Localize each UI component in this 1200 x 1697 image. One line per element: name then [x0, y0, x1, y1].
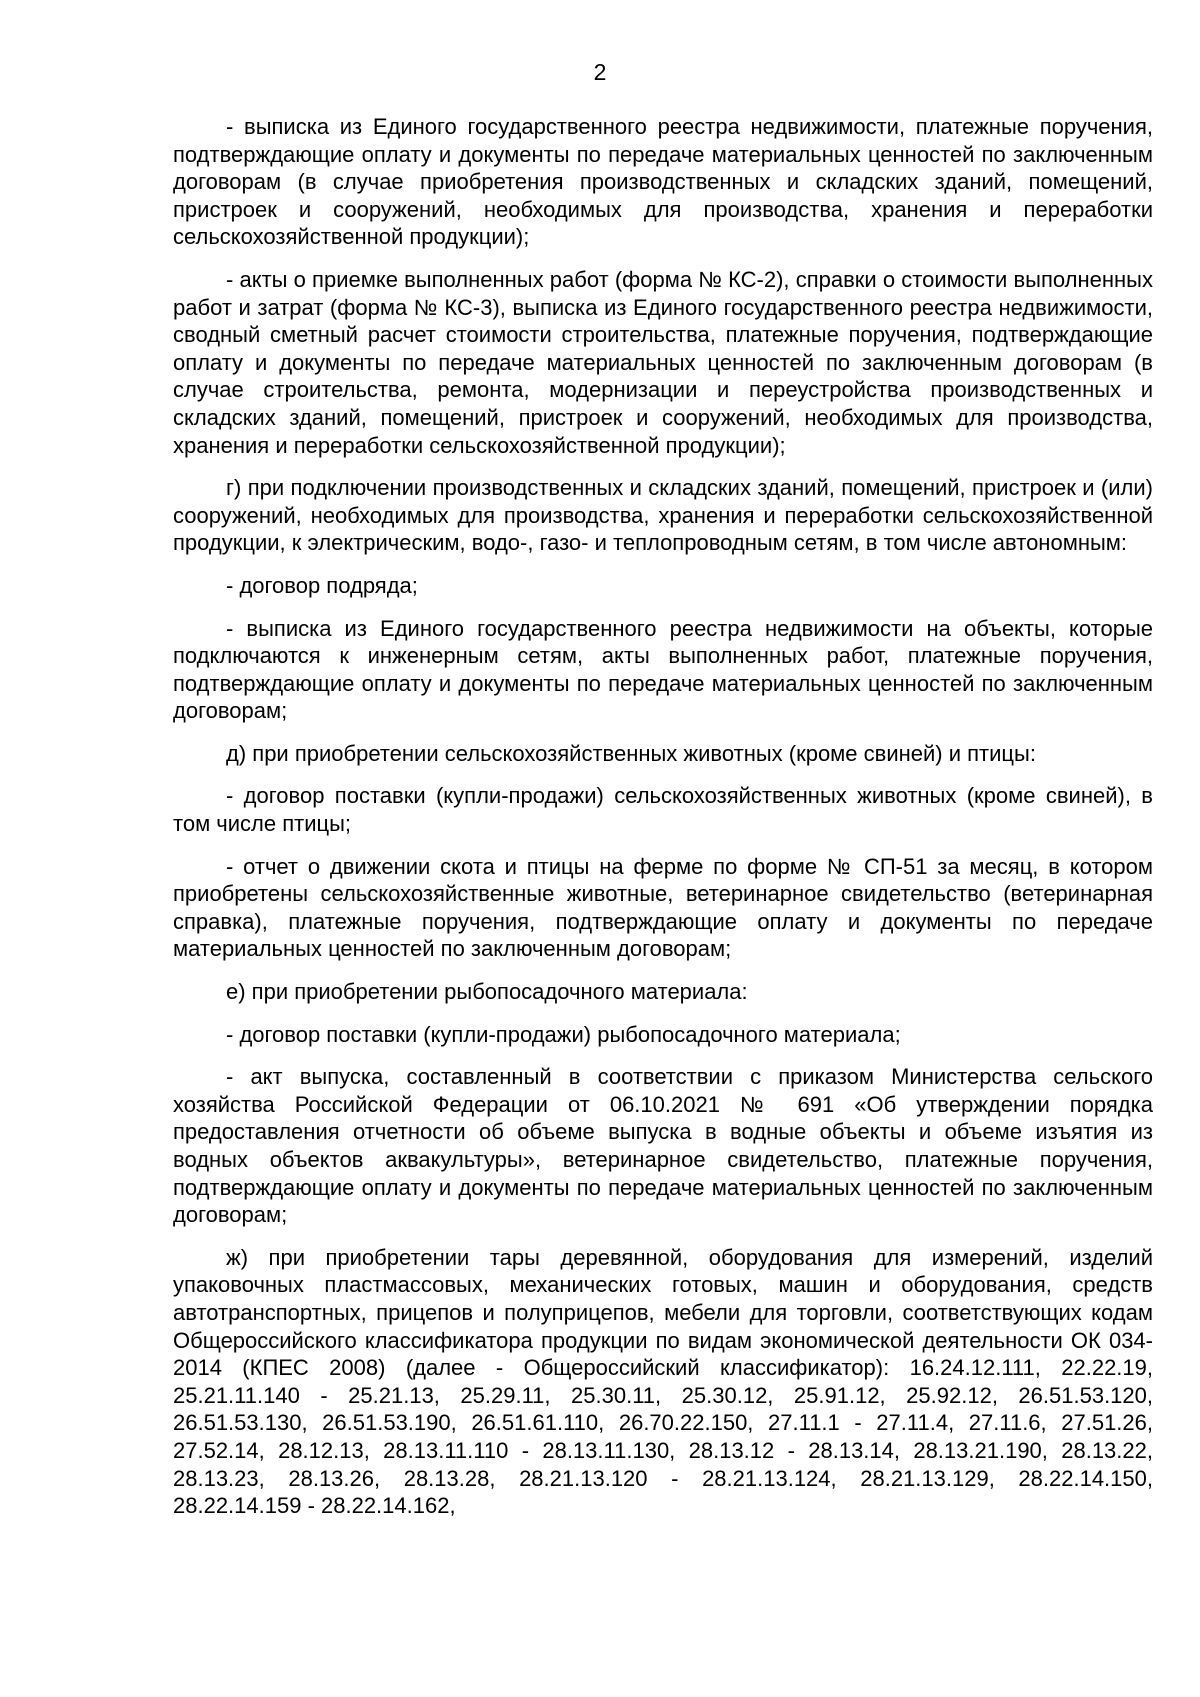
- paragraph-9: е) при приобретении рыбопосадочного материала:: [226, 979, 748, 1005]
- paragraph-2: - акты о приемке выполненных работ (форма № КС-2), справки о стоимости выполненных работ и затрат (форма № КС-3), выписка из Единого государственного реестра недвижимости, сводный сметный расчет стоимости строительства, платежные поручения, подтверждающие оплату и документы по передаче материальных ценностей по заключенным договорам (в случае строительства, ремонта, модернизации и переустройства производственных и складских зданий, помещений, пристроек и сооружений, необходимых для производства, хранения и переработки сельскохозяйственной продукции);: [173, 266, 1153, 458]
- paragraph-8: - отчет о движении скота и птицы на ферме по форме № СП-51 за месяц, в котором приобретены сельскохозяйственные животные, ветеринарное свидетельство (ветеринарная справка), платежные поручения, подтверждающие оплату и документы по передаче материальных ценностей по заключенным договорам;: [173, 853, 1153, 962]
- paragraph-10: - договор поставки (купли-продажи) рыбопосадочного материала;: [226, 1021, 901, 1047]
- paragraph-4: - договор подряда;: [226, 572, 418, 598]
- page-number: 2: [593, 59, 607, 85]
- paragraph-11: - акт выпуска, составленный в соответствии с приказом Министерства сельского хозяйства Российской Федерации от 06.10.2021 № 691 «Об утверждении порядка предоставления отчетности об объеме выпуска в водные объекты и объеме изъятия из водных объектов аквакультуры», ветеринарное свидетельство, платежные поручения, подтверждающие оплату и документы по передаче материальных ценностей по заключенным договорам;: [173, 1064, 1153, 1228]
- paragraph-6: д) при приобретении сельскохозяйственных животных (кроме свиней) и птицы:: [226, 740, 1036, 766]
- paragraph-1: - выписка из Единого государственного реестра недвижимости, платежные поручения, подтверждающие оплату и документы по передаче материальных ценностей по заключенным договорам (в случае приобретения производственных и складских зданий, помещений, пристроек и сооружений, необходимых для производства, хранения и переработки сельскохозяйственной продукции);: [173, 114, 1153, 250]
- paragraph-3: г) при подключении производственных и складских зданий, помещений, пристроек и (или) сооружений, необходимых для производства, хранения и переработки сельскохозяйственной продукции, к электрическим, водо-, газо- и теплопроводным сетям, в том числе автономным:: [173, 475, 1153, 556]
- paragraph-5: - выписка из Единого государственного реестра недвижимости на объекты, которые подключаются к инженерным сетям, акты выполненных работ, платежные поручения, подтверждающие оплату и документы по передаче материальных ценностей по заключенным договорам;: [173, 615, 1153, 724]
- paragraph-12: ж) при приобретении тары деревянной, оборудования для измерений, изделий упаковочных пластмассовых, механических готовых, машин и оборудования, средств автотранспортных, прицепов и полуприцепов, мебели для торговли, соответствующих кодам Общероссийского классификатора продукции по видам экономической деятельности ОК 034-2014 (КПЕС 2008) (далее - Общероссийский классификатор): 16.24.12.111, 22.22.19, 25.21.11.140 - 25.21.13, 25.29.11, 25.30.11, 25.30.12, 25.91.12, 25.92.12, 26.51.53.120, 26.51.53.130, 26.51.53.190, 26.51.61.110, 26.70.22.150, 27.11.1 - 27.11.4, 27.11.6, 27.51.26, 27.52.14, 28.12.13, 28.13.11.110 - 28.13.11.130, 28.13.12 - 28.13.14, 28.13.21.190, 28.13.22, 28.13.23, 28.13.26, 28.13.28, 28.21.13.120 - 28.21.13.124, 28.21.13.129, 28.22.14.150, 28.22.14.159 - 28.22.14.162,: [173, 1244, 1153, 1519]
- paragraph-7: - договор поставки (купли-продажи) сельскохозяйственных животных (кроме свиней), в том числе птицы;: [173, 783, 1153, 837]
- document-body: [173, 113, 1153, 1535]
